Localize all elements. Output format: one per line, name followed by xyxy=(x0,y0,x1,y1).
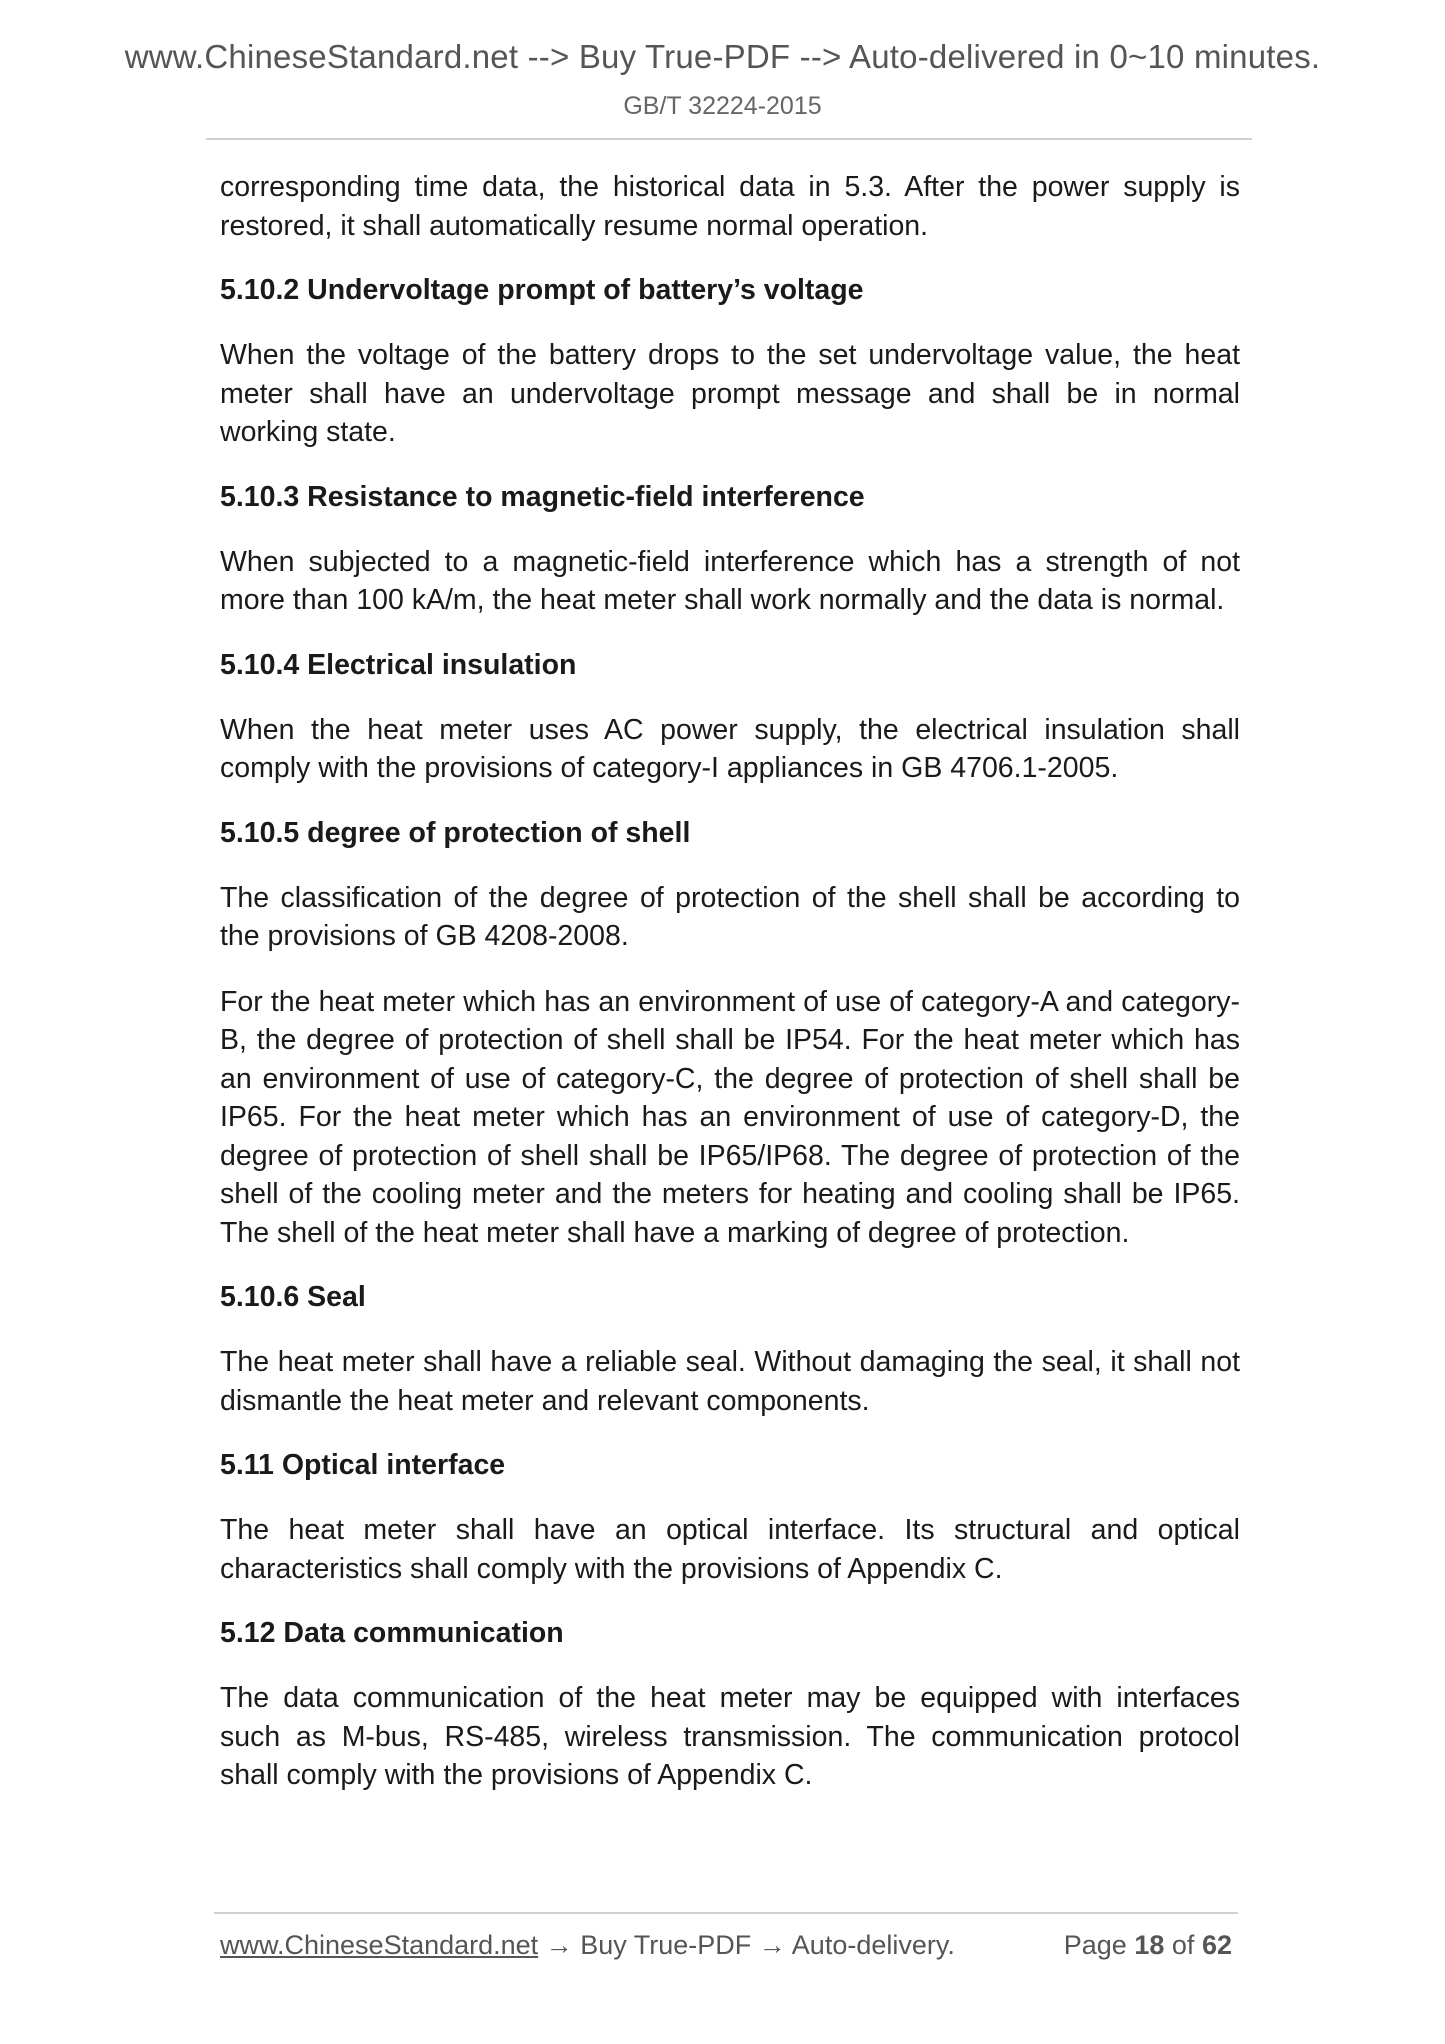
section-heading-5-10-5: 5.10.5 degree of protection of shell xyxy=(220,816,691,849)
document-id: GB/T 32224-2015 xyxy=(623,92,822,120)
paragraph: The classification of the degree of protection of the shell shall be according to the provisions of GB 4208-2008. xyxy=(220,881,1240,952)
section-heading-5-10-2: 5.10.2 Undervoltage prompt of battery’s voltage xyxy=(220,274,864,306)
delivery-text: Auto-delivery. xyxy=(791,1930,955,1960)
paragraph: The heat meter shall have an optical interface. Its structural and optical characteristics shall comply with the provisions of Appendix C. xyxy=(220,1514,1240,1585)
of-label: of xyxy=(1171,1930,1195,1960)
document-body xyxy=(220,168,1240,1822)
paragraph: For the heat meter which has an environment of use of category-A and category-B, the degree of protection of shell shall be IP54. For the heat meter which has an environment of use of category-C, the degree of protection of shell shall be IP65. For the heat meter which has an environment of use of category-D, the degree of protection of shell shall be IP65/IP68. The degree of protection of the shell of the cooling meter and the meters for heating and cooling shall be IP65. The shell of the heat meter shall have a marking of degree of protection. xyxy=(220,985,1240,1249)
paragraph: When the heat meter uses AC power supply, the electrical insulation shall comply with the provisions of category-I appliances in GB 4706.1-2005. xyxy=(220,713,1240,784)
paragraph: The heat meter shall have a reliable seal. Without damaging the seal, it shall not dismantle the heat meter and relevant components. xyxy=(220,1346,1240,1417)
footer-divider xyxy=(214,1912,1238,1914)
section-heading-5-10-6: 5.10.6 Seal xyxy=(220,1281,366,1313)
arrow-right-icon: → xyxy=(758,1930,786,1960)
section-heading-5-12: 5.12 Data communication xyxy=(220,1617,564,1649)
page-label: Page xyxy=(1063,1930,1127,1960)
header-divider xyxy=(206,138,1252,140)
section-heading-5-11: 5.11 Optical interface xyxy=(220,1449,506,1481)
arrow-right-icon: → xyxy=(545,1930,573,1960)
footer-left xyxy=(220,1930,955,1961)
paragraph: When the voltage of the battery drops to the set undervoltage value, the heat meter shall have an undervoltage prompt message and shall be in normal working state. xyxy=(220,339,1240,448)
paragraph: corresponding time data, the historical data in 5.3. After the power supply is restored, it shall automatically resume normal operation. xyxy=(220,171,1240,242)
site-banner: www.ChineseStandard.net --> Buy True-PDF --> Auto-delivered in 0~10 minutes. xyxy=(124,38,1321,75)
page-number: 18 xyxy=(1134,1930,1165,1960)
page-indicator xyxy=(1064,1930,1232,1961)
paragraph: The data communication of the heat meter may be equipped with interfaces such as M-bus, RS-485, wireless transmission. The communication protocol shall comply with the provisions of Appendix C. xyxy=(220,1682,1240,1791)
paragraph: When subjected to a magnetic-field interference which has a strength of not more than 100 kA/m, the heat meter shall work normally and the data is normal. xyxy=(220,545,1240,616)
section-heading-5-10-3: 5.10.3 Resistance to magnetic-field interference xyxy=(220,480,865,513)
section-heading-5-10-4: 5.10.4 Electrical insulation xyxy=(220,648,577,681)
page-total: 62 xyxy=(1201,1930,1232,1960)
buy-text: Buy True-PDF xyxy=(580,1930,752,1960)
site-link[interactable]: www.ChineseStandard.net xyxy=(220,1930,539,1960)
